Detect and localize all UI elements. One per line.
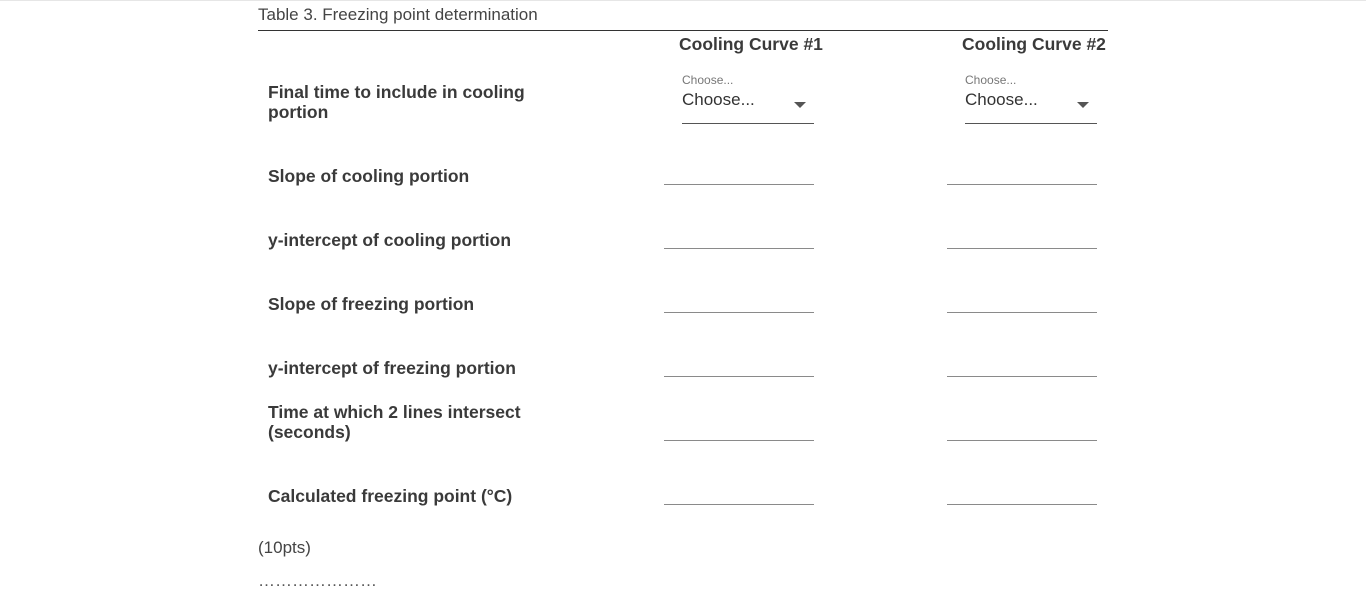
intercept-cooling-input-curve-1[interactable]: [664, 219, 814, 249]
intersect-time-input-curve-1[interactable]: [664, 411, 814, 441]
row-label-slope-cooling: Slope of cooling portion: [268, 166, 470, 186]
top-divider: [0, 0, 1366, 1]
slope-freezing-input-curve-2[interactable]: [947, 283, 1097, 313]
intersect-time-input-curve-2[interactable]: [947, 411, 1097, 441]
row-label-final-time: Final time to include in cooling portion: [268, 82, 525, 122]
intercept-cooling-input-curve-2[interactable]: [947, 219, 1097, 249]
select-value: Choose...: [965, 90, 1038, 109]
row-label-intercept-freezing: y-intercept of freezing portion: [268, 358, 516, 378]
intercept-freezing-input-curve-2[interactable]: [947, 347, 1097, 377]
freezing-point-input-curve-1[interactable]: [664, 475, 814, 505]
table-caption: Table 3. Freezing point determination: [258, 5, 538, 24]
freezing-point-input-curve-2[interactable]: [947, 475, 1097, 505]
slope-freezing-input-curve-1[interactable]: [664, 283, 814, 313]
intercept-freezing-input-curve-1[interactable]: [664, 347, 814, 377]
cutoff-text: …………………: [258, 571, 377, 590]
select-floating-label: Choose...: [965, 73, 1017, 87]
slope-cooling-input-curve-2[interactable]: [947, 155, 1097, 185]
row-label-intercept-cooling: y-intercept of cooling portion: [268, 230, 512, 250]
row-label-intersect-time: Time at which 2 lines intersect (seconds): [268, 402, 521, 442]
slope-cooling-input-curve-1[interactable]: [664, 155, 814, 185]
table-top-rule: [258, 30, 1108, 31]
dropdown-caret-icon: [794, 102, 806, 108]
final-time-select-curve-1[interactable]: [682, 73, 814, 124]
final-time-select-curve-2[interactable]: [965, 73, 1097, 124]
column-header-curve-1: Cooling Curve #1: [679, 34, 823, 54]
select-floating-label: Choose...: [682, 73, 734, 87]
select-value: Choose...: [682, 90, 755, 109]
dropdown-caret-icon: [1077, 102, 1089, 108]
points-note: (10pts): [258, 538, 311, 557]
column-header-curve-2: Cooling Curve #2: [962, 34, 1106, 54]
row-label-slope-freezing: Slope of freezing portion: [268, 294, 475, 314]
row-label-freezing-point: Calculated freezing point (°C): [268, 486, 513, 506]
